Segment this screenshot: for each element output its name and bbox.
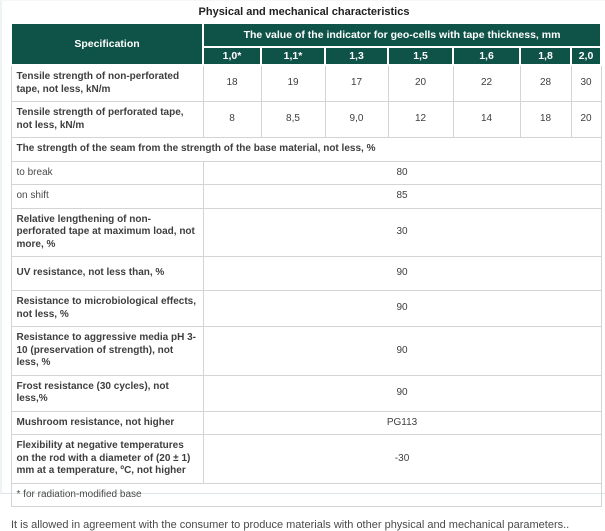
- value-cell: 22: [453, 65, 520, 102]
- table-row: [11, 138, 601, 162]
- table-row: [11, 65, 601, 102]
- table-row: [11, 208, 601, 257]
- value-cell: 18: [520, 102, 571, 138]
- table-row: [11, 257, 601, 291]
- value-cell: 8: [203, 102, 261, 138]
- value-cell: 20: [571, 102, 601, 138]
- row-label: Tensile strength of perforated tape, not less, kN/m: [11, 102, 203, 138]
- table-row: [11, 291, 601, 327]
- value-cell: 19: [261, 65, 325, 102]
- table-row: [11, 327, 601, 376]
- merged-value-cell: 90: [203, 257, 601, 291]
- value-cell: 28: [520, 65, 571, 102]
- column-header-thickness-4: 1,6: [453, 47, 520, 65]
- merged-value-cell: 30: [203, 208, 601, 257]
- column-header-thickness-3: 1,5: [388, 47, 453, 65]
- table-row: [11, 483, 601, 507]
- row-label: UV resistance, not less than, %: [11, 257, 203, 291]
- table-row: [11, 435, 601, 484]
- section-label: The strength of the seam from the strength of the base material, not less, %: [11, 138, 601, 162]
- table-body: [11, 65, 601, 507]
- table-header: [11, 23, 601, 65]
- merged-value-cell: 85: [203, 185, 601, 209]
- value-cell: 18: [203, 65, 261, 102]
- column-header-thickness-1: 1,1*: [261, 47, 325, 65]
- row-label: Mushroom resistance, not higher: [11, 411, 203, 435]
- table-row: [11, 411, 601, 435]
- value-cell: 30: [571, 65, 601, 102]
- table-row: [11, 102, 601, 138]
- row-label: Flexibility at negative temperatures on the rod with a diameter of (20 ± 1) mm at a temperature, ºC, not higher: [11, 435, 203, 484]
- merged-value-cell: 90: [203, 327, 601, 376]
- row-label: Frost resistance (30 cycles), not less,%: [11, 375, 203, 411]
- table-row: [11, 375, 601, 411]
- row-label: Tensile strength of non-perforated tape, not less, kN/m: [11, 65, 203, 102]
- merged-value-cell: 90: [203, 291, 601, 327]
- column-header-thickness-2: 1,3: [325, 47, 388, 65]
- table-row: [11, 185, 601, 209]
- column-header-group: The value of the indicator for geo-cells with tape thickness, mm: [203, 23, 601, 47]
- merged-value-cell: -30: [203, 435, 601, 484]
- value-cell: 8,5: [261, 102, 325, 138]
- column-header-thickness-5: 1,8: [520, 47, 571, 65]
- row-label: to break: [11, 161, 203, 185]
- merged-value-cell: 80: [203, 161, 601, 185]
- row-label: on shift: [11, 185, 203, 209]
- table-row: [11, 161, 601, 185]
- column-header-thickness-6: 2,0: [571, 47, 601, 65]
- merged-value-cell: PG113: [203, 411, 601, 435]
- characteristics-table: [10, 22, 602, 507]
- value-cell: 17: [325, 65, 388, 102]
- column-header-specification: Specification: [11, 23, 203, 65]
- row-label: Resistance to aggressive media pH 3-10 (preservation of strength), not less, %: [11, 327, 203, 376]
- value-cell: 20: [388, 65, 453, 102]
- value-cell: 12: [388, 102, 453, 138]
- header-row-group: [11, 23, 601, 47]
- page-title: Physical and mechanical characteristics: [198, 6, 410, 18]
- merged-value-cell: 90: [203, 375, 601, 411]
- bottom-note: It is allowed in agreement with the consumer to produce materials with other physical and mechanical parameters..: [11, 519, 570, 531]
- column-header-thickness-0: 1,0*: [203, 47, 261, 65]
- value-cell: 9,0: [325, 102, 388, 138]
- section-label: * for radiation-modified base: [11, 483, 601, 507]
- row-label: Resistance to microbiological effects, not less, %: [11, 291, 203, 327]
- row-label: Relative lengthening of non-perforated tape at maximum load, not more, %: [11, 208, 203, 257]
- value-cell: 14: [453, 102, 520, 138]
